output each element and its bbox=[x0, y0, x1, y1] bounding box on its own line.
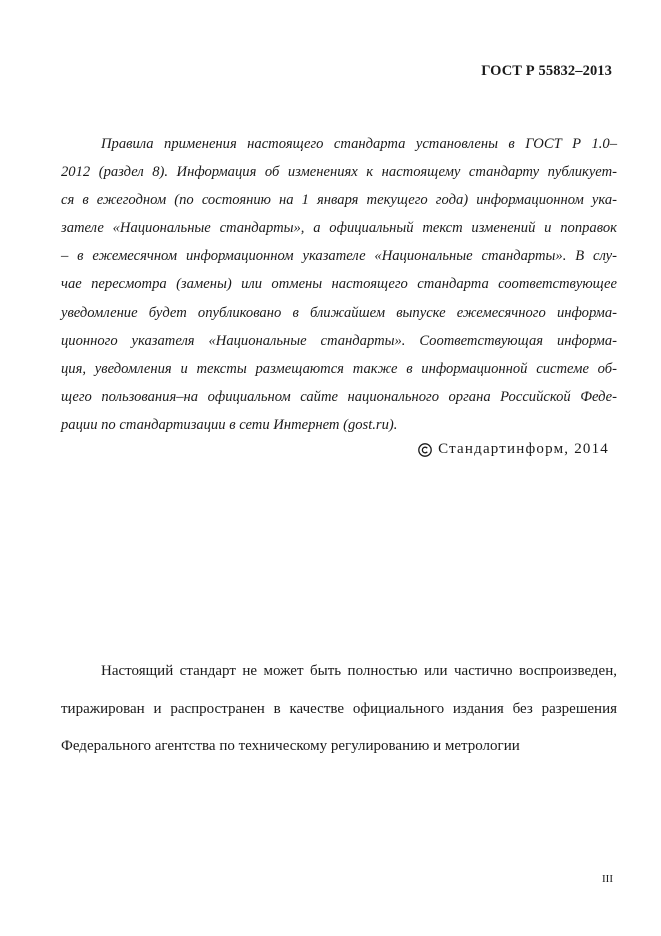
notice-line: ционного указателя «Национальные стандарты». Соответствующая информа- bbox=[61, 332, 617, 349]
publication-notice bbox=[61, 130, 617, 439]
reproduction-line: тиражирован и распространен в качестве официального издания без разрешения bbox=[61, 700, 617, 717]
copyright-text: Стандартинформ, 2014 bbox=[438, 441, 609, 457]
notice-line: щего пользования–на официальном сайте национального органа Российской Феде- bbox=[61, 388, 617, 405]
page-number: III bbox=[602, 873, 613, 885]
reproduction-notice bbox=[61, 653, 617, 766]
reproduction-line: Федерального агентства по техническому регулированию и метрологии bbox=[61, 738, 520, 754]
notice-line: ся в ежегодном (по состоянию на 1 января текущего года) информационном ука- bbox=[61, 192, 617, 209]
notice-line: 2012 (раздел 8). Информация об изменениях к настоящему стандарту публикует- bbox=[61, 164, 617, 181]
notice-line: – в ежемесячном информационном указателе «Национальные стандарты». В слу- bbox=[61, 248, 617, 265]
standard-code: ГОСТ Р 55832–2013 bbox=[481, 63, 612, 79]
copyright-notice bbox=[418, 441, 609, 458]
notice-line: ция, уведомления и тексты размещаются также в информационной системе об- bbox=[61, 360, 617, 377]
notice-line: чае пересмотра (замены) или отмены настоящего стандарта соответствующее bbox=[61, 276, 617, 293]
reproduction-line: Настоящий стандарт не может быть полностью или частично воспроизведен, bbox=[101, 663, 617, 679]
notice-line: рации по стандартизации в сети Интернет (gost.ru). bbox=[61, 416, 398, 433]
notice-line: уведомление будет опубликовано в ближайшем выпуске ежемесячного информа- bbox=[61, 304, 617, 321]
notice-line: зателе «Национальные стандарты», а официальный текст изменений и поправок bbox=[61, 220, 617, 237]
copyright-icon bbox=[418, 443, 432, 457]
notice-line: Правила применения настоящего стандарта установлены в ГОСТ Р 1.0– bbox=[101, 136, 617, 152]
